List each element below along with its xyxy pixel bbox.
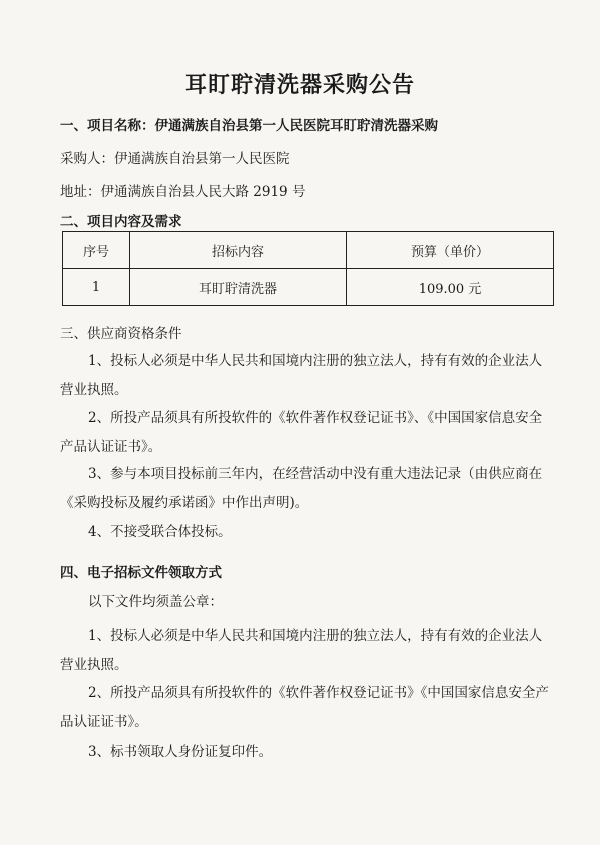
address-line: 地址：伊通满族自治县人民大路 2919 号 xyxy=(60,184,306,200)
section2-heading: 二、项目内容及需求 xyxy=(60,214,182,230)
section4-intro: 以下文件均须盖公章： xyxy=(88,594,223,610)
section3-item-3: 3、参与本项目投标前三年内，在经营活动中没有重大违法记录（由供应商在《采购投标及履约承诺函》中作出声明)。 xyxy=(60,466,543,511)
section3-item-2: 2、所投产品须具有所投软件的《软件著作权登记证书》、《中国国家信息安全产品认证证书》。 xyxy=(60,410,543,455)
row-item: 耳盯聍清洗器 xyxy=(130,269,347,306)
page-title: 耳盯聍清洗器采购公告 xyxy=(184,72,415,98)
col-budget-header: 预算（单价） xyxy=(347,232,554,269)
section3-item-4: 4、不接受联合体投标。 xyxy=(88,524,232,540)
row-budget: 109.00 元 xyxy=(347,269,554,306)
project-name-line xyxy=(60,114,438,134)
project-name: 伊通满族自治县第一人民医院耳盯聍清洗器采购 xyxy=(154,118,438,134)
col-item-header: 招标内容 xyxy=(130,232,347,269)
section3-item-1: 1、投标人必须是中华人民共和国境内注册的独立法人，持有有效的企业法人营业执照。 xyxy=(60,353,543,398)
section4-item-3: 3、标书领取人身份证复印件。 xyxy=(88,744,273,760)
buyer-line: 采购人：伊通满族自治县第一人民医院 xyxy=(60,151,290,167)
section4-item-1: 1、投标人必须是中华人民共和国境内注册的独立法人，持有有效的企业法人营业执照。 xyxy=(60,628,543,673)
row-no: 1 xyxy=(63,269,130,306)
section4-item-2: 2、所投产品须具有所投软件的《软件著作权登记证书》《中国国家信息安全产品认证证书》。 xyxy=(60,685,549,730)
section3-heading: 三、供应商资格条件 xyxy=(60,326,182,342)
col-no-header: 序号 xyxy=(63,232,130,269)
table-header-row xyxy=(63,232,554,269)
section1-heading: 一、项目名称： xyxy=(60,118,155,134)
section4-heading: 四、电子招标文件领取方式 xyxy=(60,565,222,581)
requirements-table xyxy=(62,231,554,306)
table-row xyxy=(63,269,554,306)
